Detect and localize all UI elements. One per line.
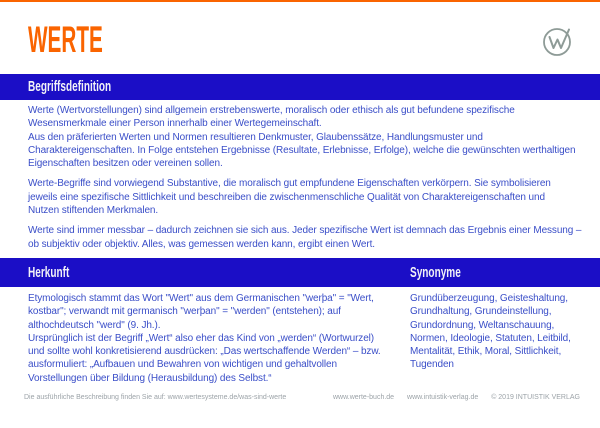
footer-description-link: Die ausführliche Beschreibung finden Sie auf: www.wertesysteme.de/was-sind-werte (24, 394, 287, 401)
w-circle-icon (540, 22, 576, 60)
origin-heading: Herkunft (28, 263, 70, 281)
origin-body (28, 292, 400, 385)
top-accent-rule (0, 0, 600, 2)
brand-logo (540, 22, 576, 60)
origin-paragraph: Etymologisch stammt das Wort "Wert" aus dem Germanischen "werþa" = "Wert, kostbar"; verwandt mit germanisch "werþan" = "werden" (entstehen); auf althochdeutsch "werd" (9. Jh.). Ursprünglich ist der Begriff „Wert“ also eher das Kind von „werden“ (Wortwurzel) und sollte wohl konkretisierend ausdrücken: „Das wertschaffende Werden“ – bzw. ausformuliert: „Aufbauen und Bewahren von wichtigen und gehaltvollen Vorstellungen über Bildung (Herausbildung) des Selbst.“ (28, 293, 381, 384)
footer-publisher-links (322, 393, 580, 402)
synonyms-body (410, 292, 594, 372)
synonyms-list: Grundüberzeugung, Geisteshaltung, Grundhaltung, Grundeinstellung, Grundordnung, Weltanschauung, Normen, Ideologie, Statuten, Leitbild, Mentalität, Ethik, Moral, Sittlichkeit, Tugenden (410, 293, 571, 371)
footer-link-werte-buch: www.werte-buch.de (332, 394, 395, 401)
definition-heading: Begriffsdefinition (28, 78, 112, 96)
footer-link-intuistik-verlag: www.intuistik-verlag.de (407, 394, 479, 401)
page-title (28, 21, 162, 59)
synonyms-heading: Synonyme (410, 263, 461, 281)
page-title-text: WERTE (28, 19, 103, 60)
definition-paragraph: Werte-Begriffe sind vorwiegend Substantive, die moralisch gut empfundene Eigenschaften verkörpern. Sie symbolisieren jeweils eine spezifische Sittlichkeit und beschreiben die zwischenmenschliche Qualität von Charaktereigenschaften und Nutzen stiftenden Merkmalen. (28, 178, 551, 217)
footer-copyright: © 2019 INTUISTIK VERLAG (491, 394, 580, 401)
definition-body (28, 104, 594, 258)
section-header-definition (0, 74, 600, 100)
section-header-origin-synonyms (0, 258, 600, 287)
definition-paragraph: Werte (Wertvorstellungen) sind allgemein erstrebenswerte, moralisch oder ethisch als gut befundene spezifische Wesensmerkmale einer Person innerhalb einer Wertegemeinschaft. Aus den präferierten Werten und Normen resultieren Denkmuster, Glaubenssätze, Handlungsmuster und Charaktereigenschaften. In Folge entstehen Ergebnisse (Resultate, Erlebnisse, Erfolge), welche die gewünschten werthaltigen Eigenschaften besitzen oder vereinen sollen. (28, 105, 576, 170)
definition-paragraph: Werte sind immer messbar – dadurch zeichnen sie sich aus. Jeder spezifische Wert ist demnach das Ergebnis einer Messung – ob subjektiv oder objektiv. Alles, was gemessen werden kann, ergibt einen Wert. (28, 225, 582, 250)
page-footer (24, 393, 580, 402)
